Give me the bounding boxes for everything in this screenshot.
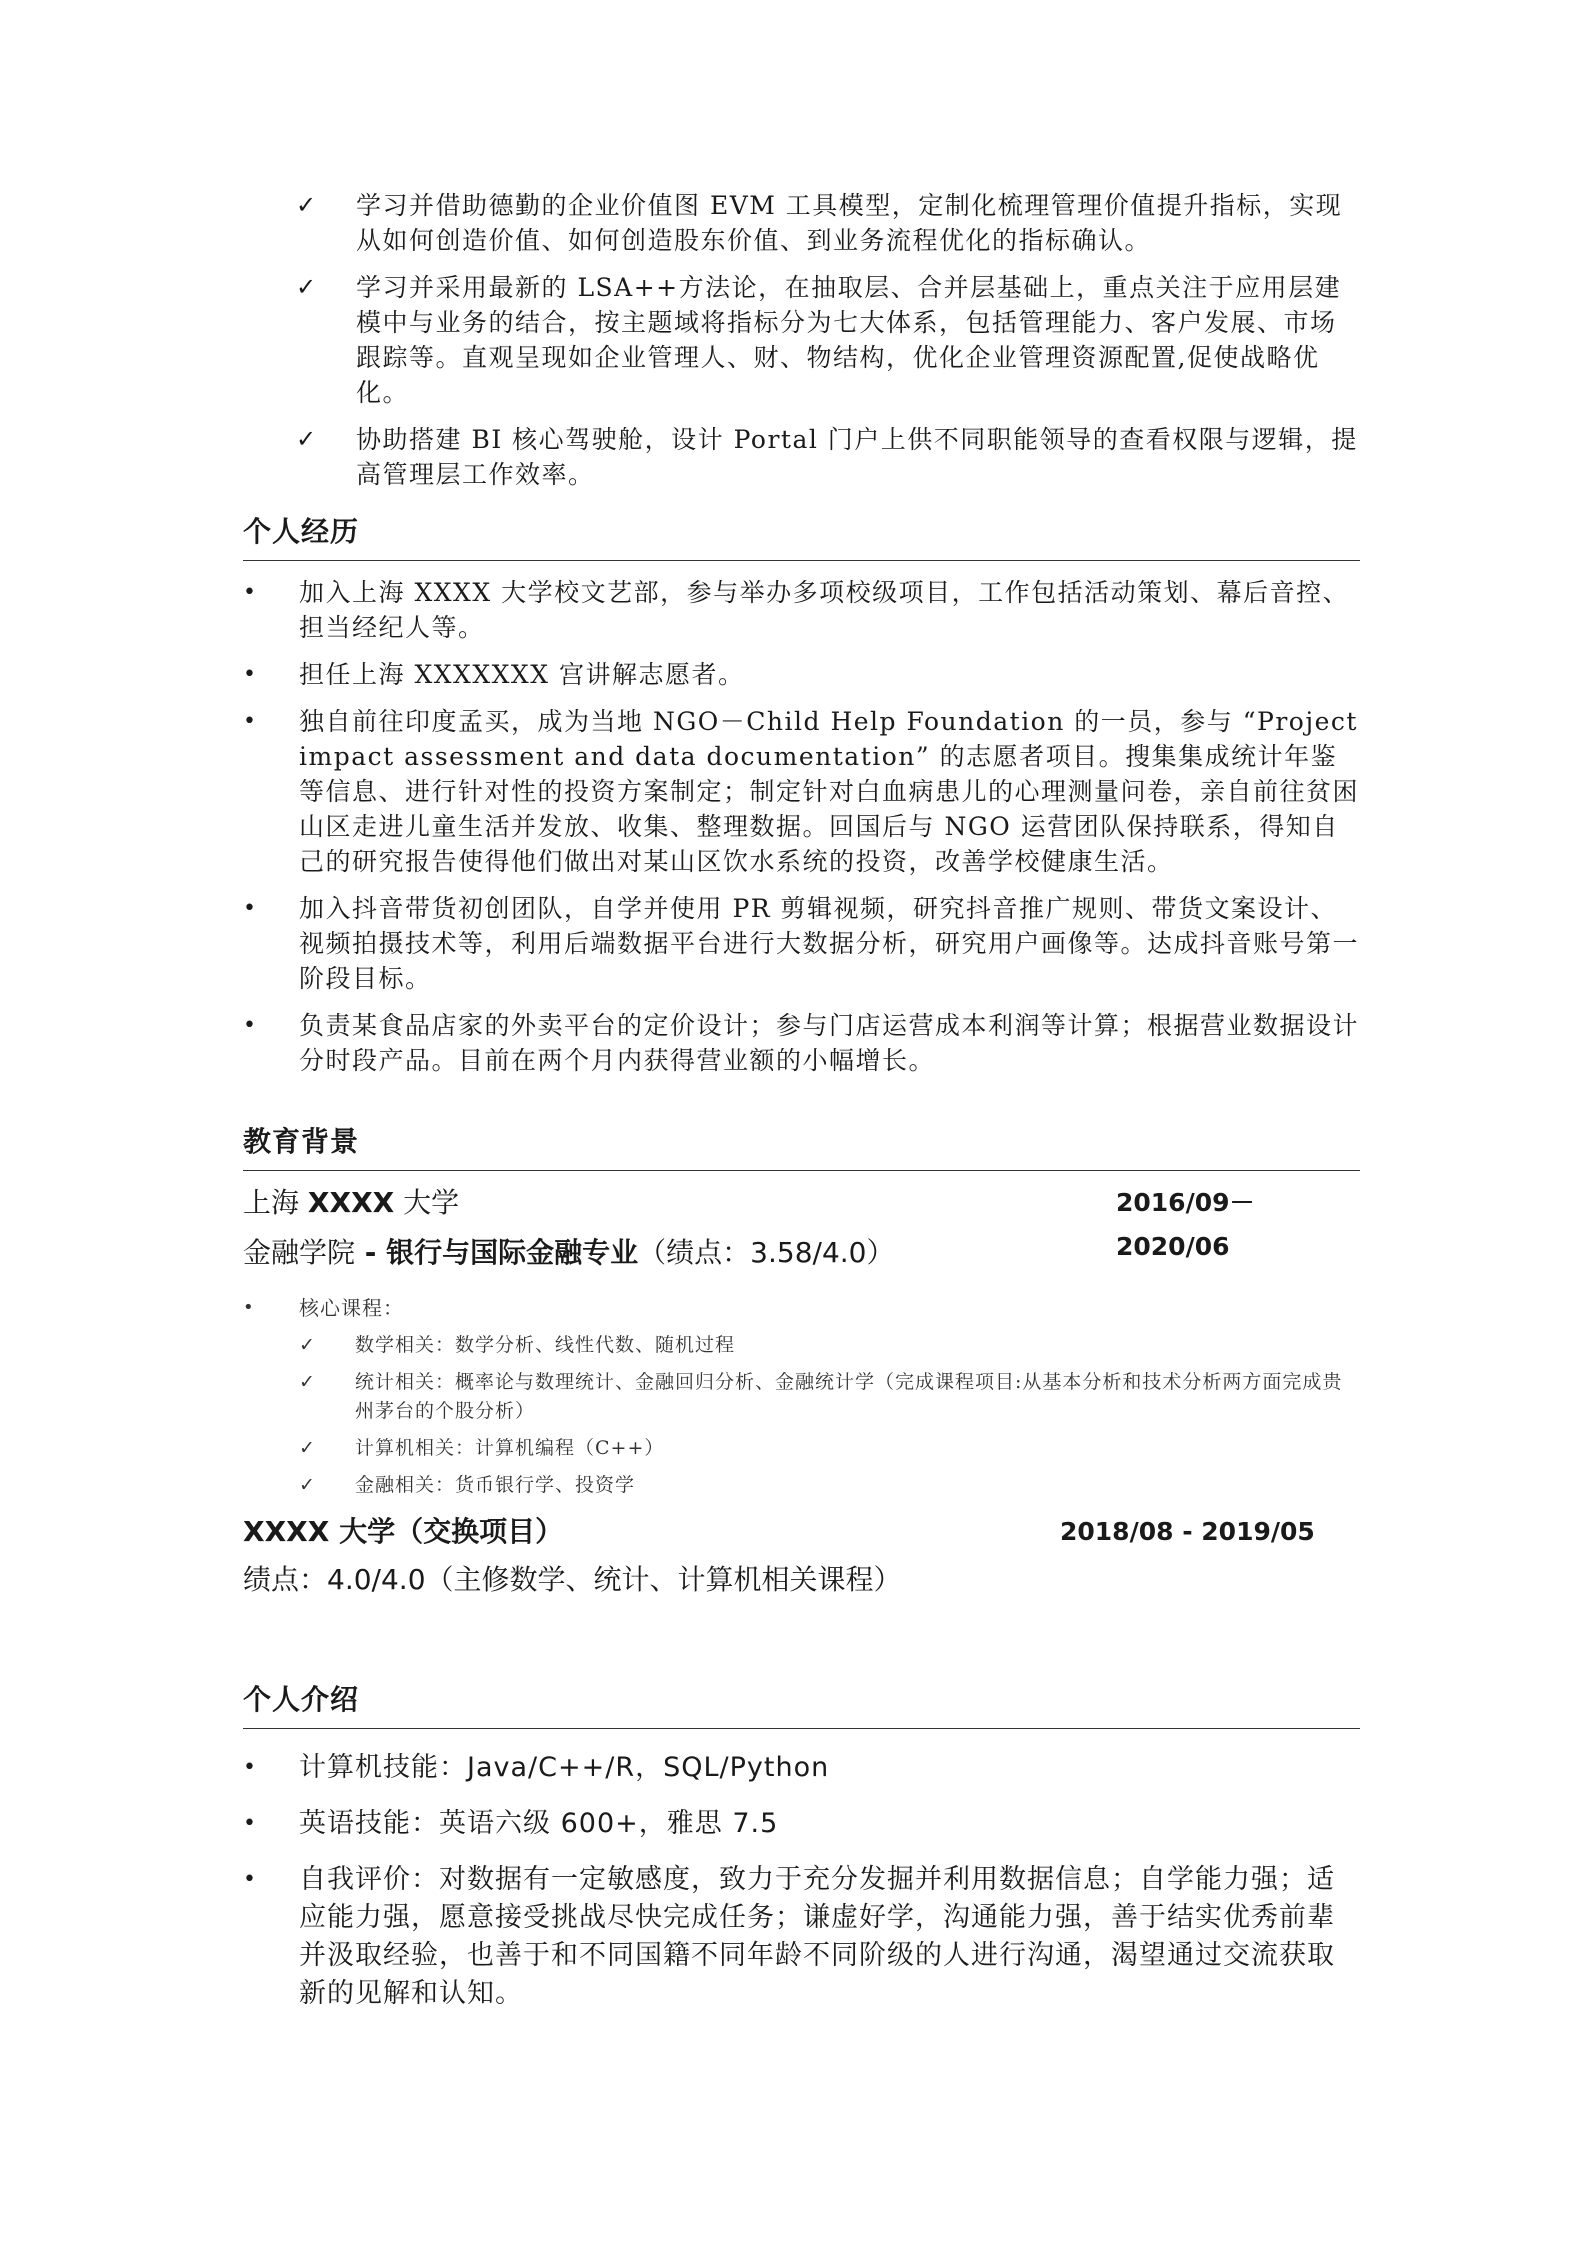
bullet-icon: •: [243, 1297, 255, 1318]
section-title: 个人介绍: [243, 1680, 1360, 1729]
bullet-icon: •: [243, 662, 258, 687]
gpa-info: 绩点：4.0/4.0（主修数学、统计、计算机相关课程）: [243, 1563, 902, 1596]
list-item: • 计算机技能：Java/C++/R，SQL/Python: [243, 1749, 1360, 1787]
school-name: XXXX 大学（交换项目）: [243, 1515, 564, 1548]
gpa-row: [243, 1558, 1360, 1602]
list-item: • 担任上海 XXXXXXX 宫讲解志愿者。: [243, 657, 1360, 692]
list-item: ✓ 学习并借助德勤的企业价值图 EVM 工具模型，定制化梳理管理价值提升指标，实现从如何创造价值、如何创造股东价值、到业务流程优化的指标确认。: [240, 188, 1360, 258]
list-item: ✓ 协助搭建 BI 核心驾驶舱，设计 Portal 门户上供不同职能领导的查看权限与逻辑，提高管理层工作效率。: [240, 422, 1360, 492]
education-section: [243, 1122, 1360, 1602]
intro-section: [243, 1680, 1360, 2031]
intro-list: [243, 1749, 1360, 2013]
list-item: ✓ 统计相关：概率论与数理统计、金融回归分析、金融统计学（完成课程项目:从基本分析和技术分析两方面完成贵州茅台的个股分析）: [243, 1368, 1360, 1426]
bullet-icon: •: [243, 1867, 257, 1892]
checkmark-icon: ✓: [299, 1334, 316, 1356]
bullet-icon: •: [243, 1755, 257, 1780]
list-item: • 负责某食品店家的外卖平台的定价设计；参与门店运营成本利润等计算；根据营业数据设计分时段产品。目前在两个月内获得营业额的小幅增长。: [243, 1008, 1360, 1078]
checkmark-icon: ✓: [296, 191, 318, 219]
section-title: 个人经历: [243, 512, 1360, 561]
experience-section: [243, 512, 1360, 1090]
list-item: ✓ 金融相关：货币银行学、投资学: [243, 1471, 1360, 1500]
courses-label: • 核心课程：: [243, 1293, 1360, 1323]
checkmark-icon: ✓: [299, 1474, 316, 1496]
bullet-icon: •: [243, 896, 258, 921]
school-dates: 2018/08 - 2019/05: [1060, 1517, 1315, 1546]
school-dates: 2016/09－2020/06: [1116, 1188, 1255, 1261]
checkmark-icon: ✓: [299, 1371, 316, 1393]
list-item: • 加入抖音带货初创团队，自学并使用 PR 剪辑视频，研究抖音推广规则、带货文案设计、视频拍摄技术等，利用后端数据平台进行大数据分析，研究用户画像等。达成抖音账号第一阶段目标。: [243, 891, 1360, 996]
list-item: • 自我评价：对数据有一定敏感度，致力于充分发掘并利用数据信息；自学能力强；适应能力强，愿意接受挑战尽快完成任务；谦虚好学，沟通能力强，善于结实优秀前辈并汲取经验，也善于和不同国籍不同年龄不同阶级的人进行沟通，渴望通过交流获取新的见解和认知。: [243, 1861, 1360, 2013]
checkmark-icon: ✓: [299, 1437, 316, 1459]
major-row: [243, 1231, 1360, 1275]
bullet-icon: •: [243, 1811, 257, 1836]
checkmark-icon: ✓: [296, 425, 318, 453]
list-item: ✓ 计算机相关：计算机编程（C++）: [243, 1434, 1360, 1463]
project-achievements-list: [240, 188, 1360, 504]
major-info: 金融学院 - 银行与国际金融专业（绩点：3.58/4.0）: [243, 1236, 895, 1269]
checkmark-icon: ✓: [296, 273, 318, 301]
bullet-icon: •: [243, 580, 258, 605]
school-row: [243, 1510, 1360, 1554]
list-item: • 加入上海 XXXX 大学校文艺部，参与举办多项校级项目，工作包括活动策划、幕后音控、担当经纪人等。: [243, 575, 1360, 645]
list-item: • 英语技能：英语六级 600+，雅思 7.5: [243, 1805, 1360, 1843]
section-title: 教育背景: [243, 1122, 1360, 1171]
list-item: • 独自前往印度孟买，成为当地 NGO－Child Help Foundation 的一员，参与 “Project impact assessment and data documentation” 的志愿者项目。搜集集成统计年鉴等信息、进行针对性的投资方案制定；制定针对白血病患儿的心理测量问卷，亲自前往贫困山区走进儿童生活并发放、收集、整理数据。回国后与 NGO 运营团队保持联系，得知自己的研究报告使得他们做出对某山区饮水系统的投资，改善学校健康生活。: [243, 704, 1360, 879]
bullet-icon: •: [243, 1013, 258, 1038]
experience-list: [243, 575, 1360, 1078]
school-name: 上海 XXXX 大学: [243, 1186, 460, 1219]
list-item: ✓ 数学相关：数学分析、线性代数、随机过程: [243, 1331, 1360, 1360]
list-item: ✓ 学习并采用最新的 LSA++方法论，在抽取层、合并层基础上，重点关注于应用层建模中与业务的结合，按主题域将指标分为七大体系，包括管理能力、客户发展、市场跟踪等。直观呈现如企业管理人、财、物结构，优化企业管理资源配置,促使战略优化。: [240, 270, 1360, 410]
bullet-icon: •: [243, 709, 258, 734]
